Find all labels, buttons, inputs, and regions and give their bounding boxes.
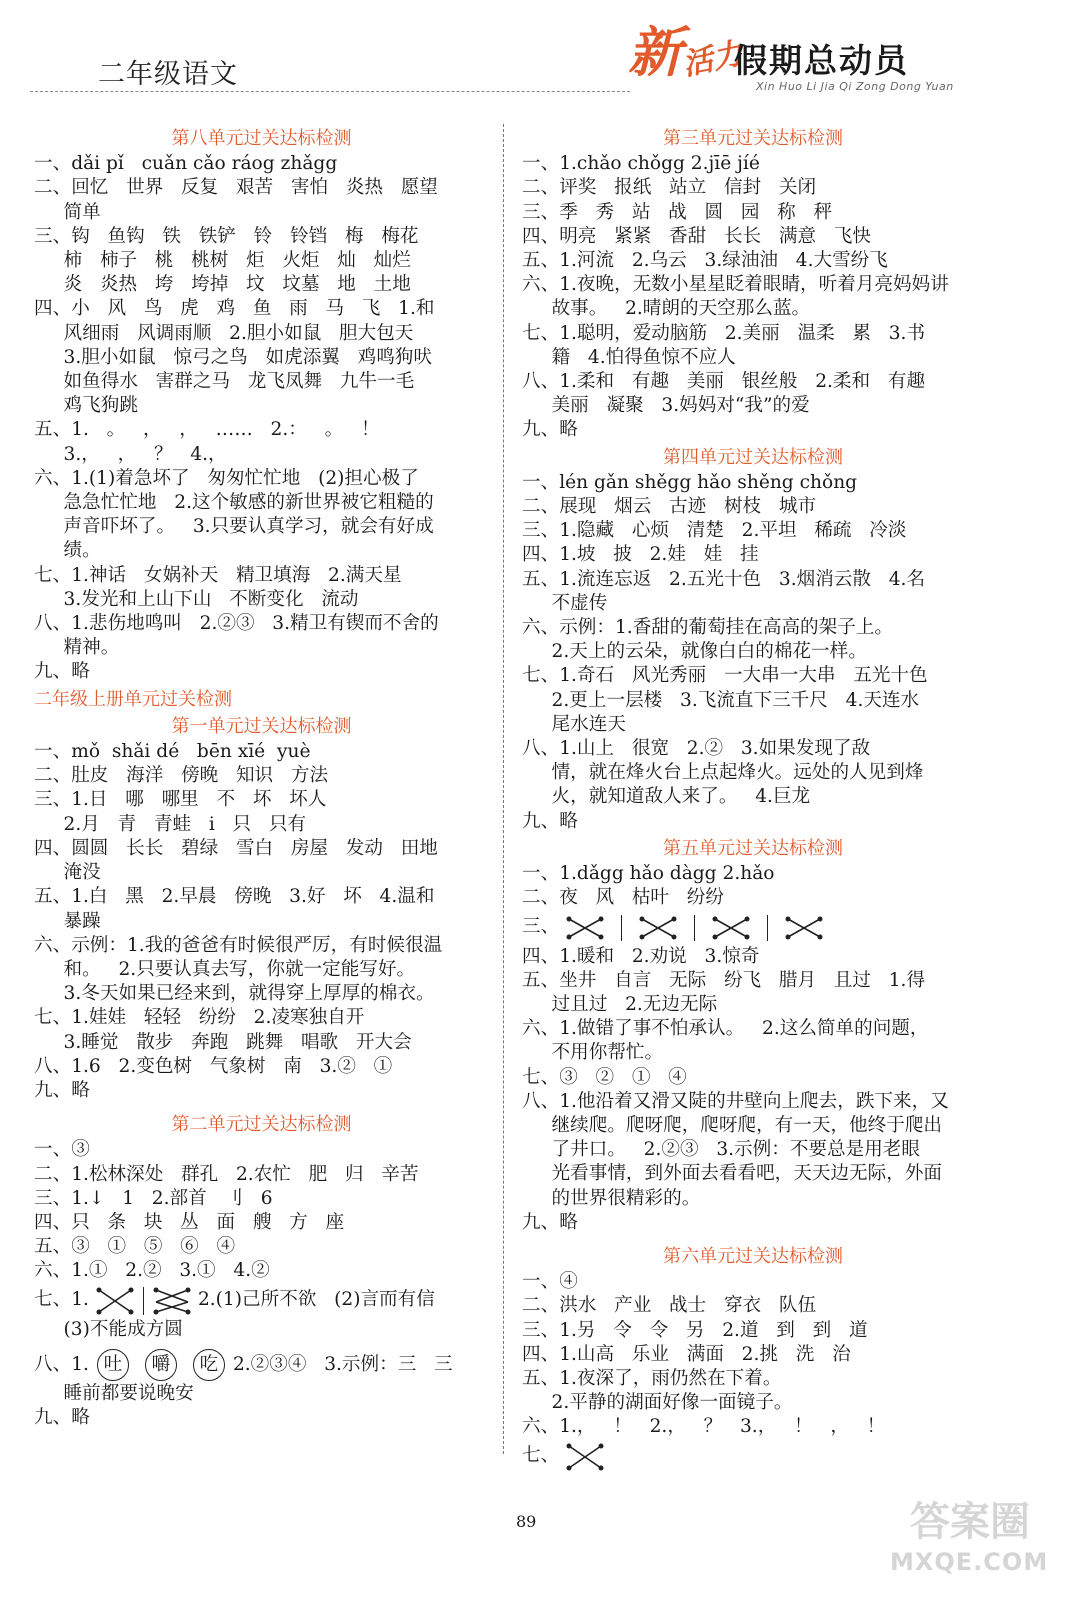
brand-huoli: 活力 bbox=[679, 36, 746, 83]
right-column bbox=[522, 124, 984, 1474]
answer-line: 绩。 bbox=[34, 540, 101, 562]
answer-line: 3.发光和上山下山 不断变化 流动 bbox=[34, 588, 359, 610]
unit6-answers bbox=[522, 1270, 984, 1473]
answer-line: 二、洪水 产业 战士 穿衣 队伍 bbox=[522, 1295, 817, 1317]
grade-label: 二年级语文 bbox=[98, 59, 238, 90]
unit4-answers bbox=[522, 471, 984, 834]
answer-line: 2.(1)己所不欲 (2)言而有信 bbox=[197, 1289, 435, 1311]
brand-xin: 新 bbox=[628, 20, 682, 84]
watermark-logo bbox=[880, 1482, 1070, 1592]
matching-row bbox=[34, 1284, 489, 1318]
column-divider bbox=[503, 124, 504, 1454]
answer-line: 七、 bbox=[522, 1445, 560, 1467]
answer-line: 九、略 bbox=[522, 1211, 578, 1233]
answer-line: 七、1.聪明，爱动脑筋 2.美丽 温柔 累 3.书 bbox=[522, 322, 926, 344]
separator-bar bbox=[621, 915, 622, 941]
answer-line: 八、1.悲伤地鸣叫 2.②③ 3.精卫有锲而不舍的 bbox=[34, 613, 439, 635]
page-number: 89 bbox=[516, 1512, 537, 1531]
answer-line: 二、回忆 世界 反复 艰苦 害怕 炎热 愿望 bbox=[34, 177, 438, 199]
answer-line: 五、1.河流 2.乌云 3.绿油油 4.大雪纷飞 bbox=[522, 250, 888, 272]
answer-line: 简单 bbox=[34, 201, 101, 223]
answer-line: 八、1. bbox=[34, 1353, 89, 1375]
answer-line: 一、dǎi pǐ cuǎn cǎo ráog zhǎgg bbox=[34, 153, 338, 175]
unit3-answers bbox=[522, 152, 984, 442]
answer-line: 八、1.山上 很宽 2.② 3.如果发现了敌 bbox=[522, 738, 871, 760]
answer-line: 2.平静的湖面好像一面镜子。 bbox=[522, 1392, 793, 1414]
answer-line: 二、夜 风 枯叶 纷纷 bbox=[522, 887, 724, 909]
answer-line: 一、1.chǎo chǒgg 2.jīē jíé bbox=[522, 153, 760, 175]
section-title-unit1: 第一单元过关达标检测 bbox=[171, 715, 352, 737]
answer-line: 三、1.↓ 1 2.部首 刂 6 bbox=[34, 1187, 273, 1209]
answer-line: 如鱼得水 害群之马 龙飞凤舞 九牛一毛 bbox=[34, 371, 415, 393]
answer-line: 八、1.他沿着又滑又陡的井壁向上爬去，跌下来，又 bbox=[522, 1090, 949, 1112]
header-divider bbox=[30, 91, 630, 92]
brand-pinyin: Xin Huo Li Jia Qi Zong Dong Yuan bbox=[756, 80, 954, 93]
answer-line: 光看事情，到外面去看看吧，天天边无际，外面 bbox=[522, 1163, 943, 1185]
answer-line: 七、③ ② ① ④ bbox=[522, 1066, 687, 1088]
answer-line: (3)不能成方圆 bbox=[34, 1318, 183, 1340]
circled-row bbox=[34, 1348, 489, 1382]
separator-bar bbox=[694, 915, 695, 941]
answer-line: 过且过 2.无边无际 bbox=[522, 993, 718, 1015]
unit1-answers bbox=[34, 740, 489, 1103]
answer-line: 三、1.日 哪 哪里 不 坏 坏人 bbox=[34, 789, 327, 811]
answer-line: 一、④ bbox=[522, 1271, 578, 1293]
circled-character: 吐 bbox=[97, 1349, 129, 1381]
answer-line: 柿 柿子 桃 桃树 炬 火炬 灿 灿烂 bbox=[34, 250, 411, 272]
answer-line: 七、1. bbox=[34, 1289, 89, 1311]
answer-line: 五、1.夜深了，雨仍然在下着。 bbox=[522, 1367, 782, 1389]
section-title-unit2: 第二单元过关达标检测 bbox=[171, 1114, 352, 1136]
answer-line: 声音吓坏了。 3.只要认真学习，就会有好成 bbox=[34, 516, 434, 538]
answer-line: 六、1.(1)着急坏了 匆匆忙忙地 (2)担心极了 bbox=[34, 467, 419, 489]
circled-character: 吃 bbox=[193, 1349, 225, 1381]
answer-line: 尾水连天 bbox=[522, 713, 626, 735]
answer-line: 八、1.柔和 有趣 美丽 银丝般 2.柔和 有趣 bbox=[522, 371, 926, 393]
matching-lines-icon bbox=[711, 913, 751, 943]
matching-row bbox=[522, 911, 984, 945]
answer-line: 不虚传 bbox=[522, 592, 608, 614]
answer-line: 五、③ ① ⑤ ⑥ ④ bbox=[34, 1236, 236, 1258]
answer-line: 3.睡觉 散步 奔跑 跳舞 唱歌 开大会 bbox=[34, 1031, 412, 1053]
answer-line: 七、1.神话 女娲补天 精卫填海 2.满天星 bbox=[34, 564, 402, 586]
book-section-title: 二年级上册单元过关检测 bbox=[34, 688, 232, 710]
answer-line: 情，就在烽火台上点起烽火。远处的人见到烽 bbox=[522, 762, 924, 784]
answer-line: 2.月 青 青蛙 i 只 只有 bbox=[34, 813, 307, 835]
answer-line: 3.， ， ？ 4.， bbox=[34, 443, 227, 465]
answer-line: 暴躁 bbox=[34, 910, 101, 932]
answer-line: 二、展现 烟云 古迹 树枝 城市 bbox=[522, 496, 817, 518]
answer-line: 九、略 bbox=[34, 1079, 90, 1101]
answer-line: 炎 炎热 垮 垮掉 坟 坟墓 地 土地 bbox=[34, 274, 411, 296]
answer-line: 二、评奖 报纸 站立 信封 关闭 bbox=[522, 177, 817, 199]
answer-line: 五、坐井 自言 无际 纷飞 腊月 且过 1.得 bbox=[522, 969, 926, 991]
left-column bbox=[34, 124, 489, 1430]
matching-lines-icon bbox=[565, 913, 605, 943]
answer-line: 九、略 bbox=[522, 810, 578, 832]
answer-line: 九、略 bbox=[34, 1406, 90, 1428]
answer-line: 2.更上一层楼 3.飞流直下三千尺 4.天连水 bbox=[522, 689, 920, 711]
answer-line: 籍 4.怕得鱼惊不应人 bbox=[522, 346, 736, 368]
answer-line: 八、1.6 2.变色树 气象树 南 3.② ① bbox=[34, 1055, 393, 1077]
answer-line: 五、1.流连忘返 2.五光十色 3.烟消云散 4.名 bbox=[522, 568, 926, 590]
matching-lines-icon bbox=[95, 1286, 135, 1316]
answer-line: 一、③ bbox=[34, 1139, 90, 1161]
section-title-unit5: 第五单元过关达标检测 bbox=[663, 837, 843, 859]
answer-line: 六、1.， ！ 2.， ？ 3.， ！ ， ！ bbox=[522, 1416, 886, 1438]
answer-line: 六、1.夜晚，无数小星星眨着眼睛，听着月亮妈妈讲 bbox=[522, 274, 949, 296]
answer-line: 九、略 bbox=[522, 419, 578, 441]
answer-line: 六、示例：1.我的爸爸有时候很严厉，有时候很温 bbox=[34, 934, 443, 956]
unit8-answers bbox=[34, 152, 489, 684]
answer-line: 风细雨 风调雨顺 2.胆小如鼠 胆大包天 bbox=[34, 322, 414, 344]
section-title-unit8: 第八单元过关达标检测 bbox=[171, 128, 352, 149]
matching-lines-icon bbox=[784, 913, 824, 943]
answer-line: 五、1.白 黑 2.早晨 傍晚 3.好 坏 4.温和 bbox=[34, 886, 435, 908]
answer-line: 淹没 bbox=[34, 862, 101, 884]
answer-line: 九、略 bbox=[34, 661, 90, 683]
matching-lines-icon bbox=[565, 1442, 605, 1472]
section-title-unit6: 第六单元过关达标检测 bbox=[663, 1245, 843, 1267]
answer-line: 一、mǒ shǎi dé bēn xīé yuè bbox=[34, 741, 311, 763]
answer-line: 美丽 凝聚 3.妈妈对“我”的爱 bbox=[522, 395, 810, 417]
answer-line: 故事。 2.晴朗的天空那么蓝。 bbox=[522, 298, 811, 320]
answer-line: 了井口。 2.②③ 3.示例：不要总是用老眼 bbox=[522, 1139, 920, 1161]
answer-line: 四、只 条 块 丛 面 艘 方 座 bbox=[34, 1211, 345, 1233]
separator-bar bbox=[767, 915, 768, 941]
answer-line: 3.胆小如鼠 惊弓之鸟 如虎添翼 鸡鸣狗吠 bbox=[34, 346, 432, 368]
answer-line: 六、1.做错了事不怕承认。 2.这么简单的问题， bbox=[522, 1018, 929, 1040]
matching-row bbox=[522, 1440, 984, 1474]
watermark-text: 答案圈 bbox=[910, 1499, 1030, 1545]
page-header bbox=[0, 0, 1083, 92]
answer-line: 和。 2.只要认真去写，你就一定能写好。 bbox=[34, 958, 416, 980]
answer-line: 三、 bbox=[522, 916, 560, 938]
answer-line: 四、1.暖和 2.劝说 3.惊奇 bbox=[522, 945, 760, 967]
answer-line: 四、圆圆 长长 碧绿 雪白 房屋 发动 田地 bbox=[34, 837, 438, 859]
answer-line: 三、季 秀 站 战 圆 园 称 秤 bbox=[522, 201, 833, 223]
brand-title: 假期总动员 bbox=[734, 41, 909, 80]
answer-line: 鸡飞狗跳 bbox=[34, 395, 138, 417]
answer-line: 四、1.坡 披 2.娃 娃 挂 bbox=[522, 544, 759, 566]
answer-line: 二、1.松林深处 群孔 2.农忙 肥 归 辛苦 bbox=[34, 1163, 419, 1185]
circled-character: 嚼 bbox=[145, 1349, 177, 1381]
answer-line: 的世界很精彩的。 bbox=[522, 1187, 701, 1209]
answer-line: 一、1.dǎgg hǎo dàgg 2.hǎo bbox=[522, 863, 775, 885]
answer-line: 急急忙忙地 2.这个敏感的新世界被它粗糙的 bbox=[34, 492, 434, 514]
answer-line: 四、明亮 紧紧 香甜 长长 满意 飞快 bbox=[522, 225, 871, 247]
answer-line: 四、小 风 鸟 虎 鸡 鱼 雨 马 飞 1.和 bbox=[34, 298, 435, 320]
matching-lines-icon bbox=[152, 1286, 192, 1316]
unit2-answers bbox=[34, 1138, 489, 1430]
section-title-unit4: 第四单元过关达标检测 bbox=[663, 446, 843, 468]
answer-line: 一、lén gǎn shěgg hǎo shěng chǒng bbox=[522, 471, 858, 493]
answer-line: 六、1.① 2.② 3.① 4.② bbox=[34, 1260, 270, 1282]
answer-line: 六、示例：1.香甜的葡萄挂在高高的架子上。 bbox=[522, 617, 894, 639]
answer-line: 三、1.另 令 令 另 2.道 到 到 道 bbox=[522, 1319, 868, 1341]
answer-line: 火，就知道敌人来了。 4.巨龙 bbox=[522, 786, 811, 808]
separator-bar bbox=[143, 1287, 144, 1315]
watermark-url: MXQE.COM bbox=[890, 1548, 1049, 1576]
unit5-answers bbox=[522, 862, 984, 1235]
answer-line: 三、1.隐藏 心烦 清楚 2.平坦 稀疏 冷淡 bbox=[522, 520, 907, 542]
answer-line: 四、1.山高 乐业 满面 2.挑 洗 治 bbox=[522, 1343, 851, 1365]
answer-line: 二、肚皮 海洋 傍晚 知识 方法 bbox=[34, 765, 329, 787]
brand-logo bbox=[628, 22, 1008, 92]
answer-line: 七、1.奇石 风光秀丽 一大串一大串 五光十色 bbox=[522, 665, 928, 687]
answer-line: 睡前都要说晚安 bbox=[34, 1382, 194, 1404]
answer-line: 五、1. 。 ， ， …… 2.： 。 ！ bbox=[34, 419, 380, 441]
answer-line: 精神。 bbox=[34, 637, 120, 659]
answer-line: 2.②③④ 3.示例：三 三 bbox=[232, 1353, 453, 1375]
answer-line: 不用你帮忙。 bbox=[522, 1042, 664, 1064]
answer-line: 3.冬天如果已经来到，就得穿上厚厚的棉衣。 bbox=[34, 983, 435, 1005]
section-title-unit3: 第三单元过关达标检测 bbox=[663, 128, 843, 149]
answer-line: 2.天上的云朵，就像白白的棉花一样。 bbox=[522, 641, 867, 663]
answer-line: 继续爬。爬呀爬，爬呀爬，有一天，他终于爬出 bbox=[522, 1114, 943, 1136]
matching-lines-icon bbox=[638, 913, 678, 943]
answer-line: 七、1.娃娃 轻轻 纷纷 2.凌寒独自开 bbox=[34, 1007, 365, 1029]
answer-line: 三、钩 鱼钩 铁 铁铲 铃 铃铛 梅 梅花 bbox=[34, 225, 419, 247]
